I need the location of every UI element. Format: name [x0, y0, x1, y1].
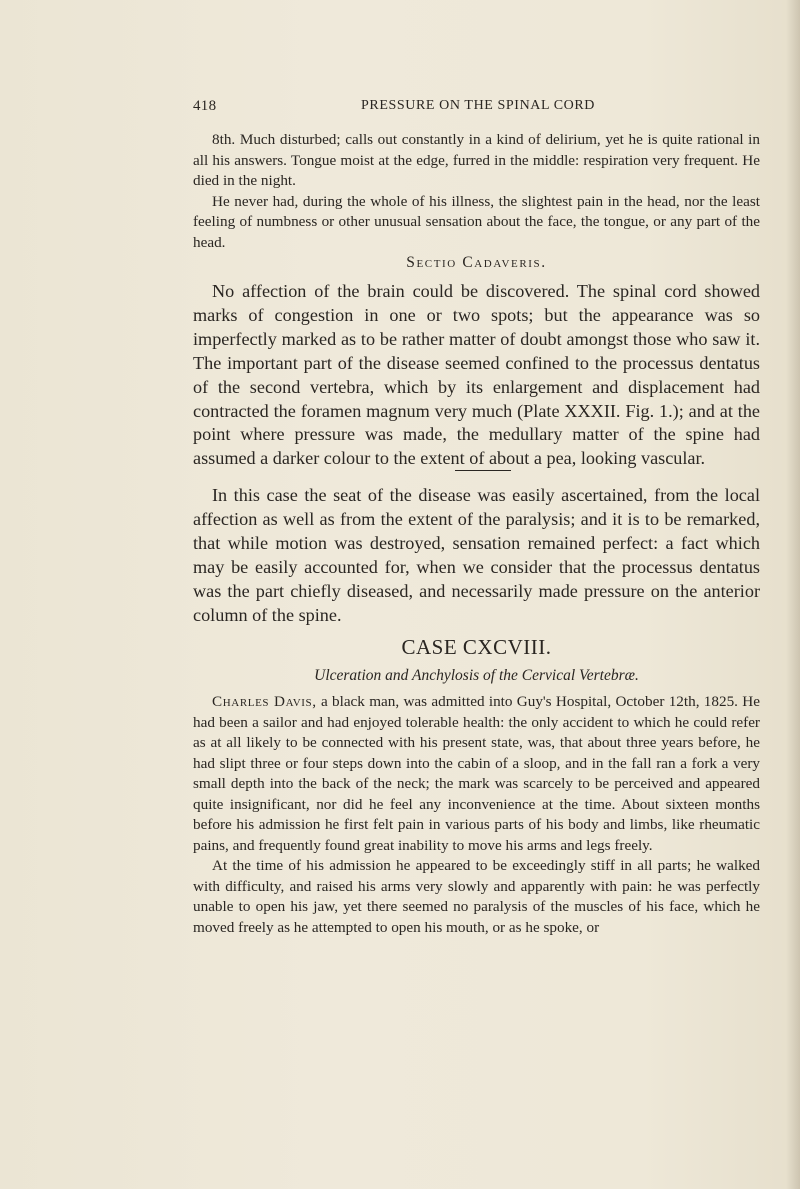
paragraph-post-mortem: No affection of the brain could be discovered. The spinal cord showed marks of congestion in one or two spots; but the appearance was so imperfectly marked as to be rather matter of doubt amongst those who saw it. The important part of the disease seemed confined to the processus dentatus of the second vertebra, which by its enlargement and displacement had contracted the foramen magnum very much (Plate XXXII. Fig. 1.); and at the point where pressure was made, the medullary matter of the spine had assumed a darker colour to the extent of about a pea, looking vascular. — [193, 281, 760, 469]
section-divider — [455, 470, 511, 471]
page-header — [193, 98, 760, 120]
page-number: 418 — [193, 98, 217, 114]
paragraph-case-history-text: a black man, was admitted into Guy's Hospital, October 12th, 1825. He had been a sailor and had enjoyed tolerable health: the only accident to which he could refer as at all likely to be connected with his present state, was, that about three years before, he had slipt three or four steps down into the cabin of a sloop, and in the fall ran a fork a very small depth into the back of the neck; the mark was scarcely to be perceived and appeared quite insignificant, nor did he feel any inconvenience at the time. About sixteen months before his admission he first felt pain in various parts of his body and limbs, like rheumatic pains, and frequently found great inability to move his arms and legs freely. — [193, 693, 760, 854]
case-text-block — [193, 692, 760, 938]
paragraph-case-history — [193, 692, 760, 856]
section-heading-block — [193, 253, 760, 273]
paragraph-remarks: In this case the seat of the disease was easily ascertained, from the local affection as well as from the extent of the paralysis; and it is to be remarked, that while motion was destroyed, sensation remained perfect: a fact which may be easily accounted for, when we consider that the processus dentatus was the part chiefly diseased, and necessarily made pressure on the anterior column of the spine. — [193, 485, 760, 625]
case-title: CASE CXCVIII. — [401, 635, 552, 659]
paragraph-admission: At the time of his admission he appeared to be exceedingly stiff in all parts; he walked with difficulty, and raised his arms very slowly and apparently with pain: he was perfectly unable to open his jaw, yet there seemed no paralysis of the muscles of his face, which he moved freely as he attempted to open his mouth, or as he spoke, or — [193, 857, 760, 936]
top-text-block — [193, 130, 760, 253]
large-text-block-2 — [193, 484, 760, 627]
paragraph-day-8: 8th. Much disturbed; calls out constantly in a kind of delirium, yet he is quite rational in all his answers. Tongue moist at the edge, furred in the middle: respiration very frequent. He died in the night. — [193, 131, 760, 189]
large-text-block — [193, 280, 760, 471]
paragraph-no-pain: He never had, during the whole of his illness, the slightest pain in the head, nor the least feeling of numbness or other unusual sensation about the face, the tongue, or any part of the head. — [193, 192, 760, 251]
case-heading-block — [193, 633, 760, 686]
section-heading: Sectio Cadaveris. — [406, 254, 547, 271]
divider-block — [193, 461, 760, 479]
page-edge-shadow — [786, 0, 800, 1189]
case-subtitle: Ulceration and Anchylosis of the Cervical Vertebræ. — [314, 667, 639, 684]
running-head: PRESSURE ON THE SPINAL CORD — [361, 98, 596, 113]
patient-name: Charles Davis, — [212, 693, 317, 710]
